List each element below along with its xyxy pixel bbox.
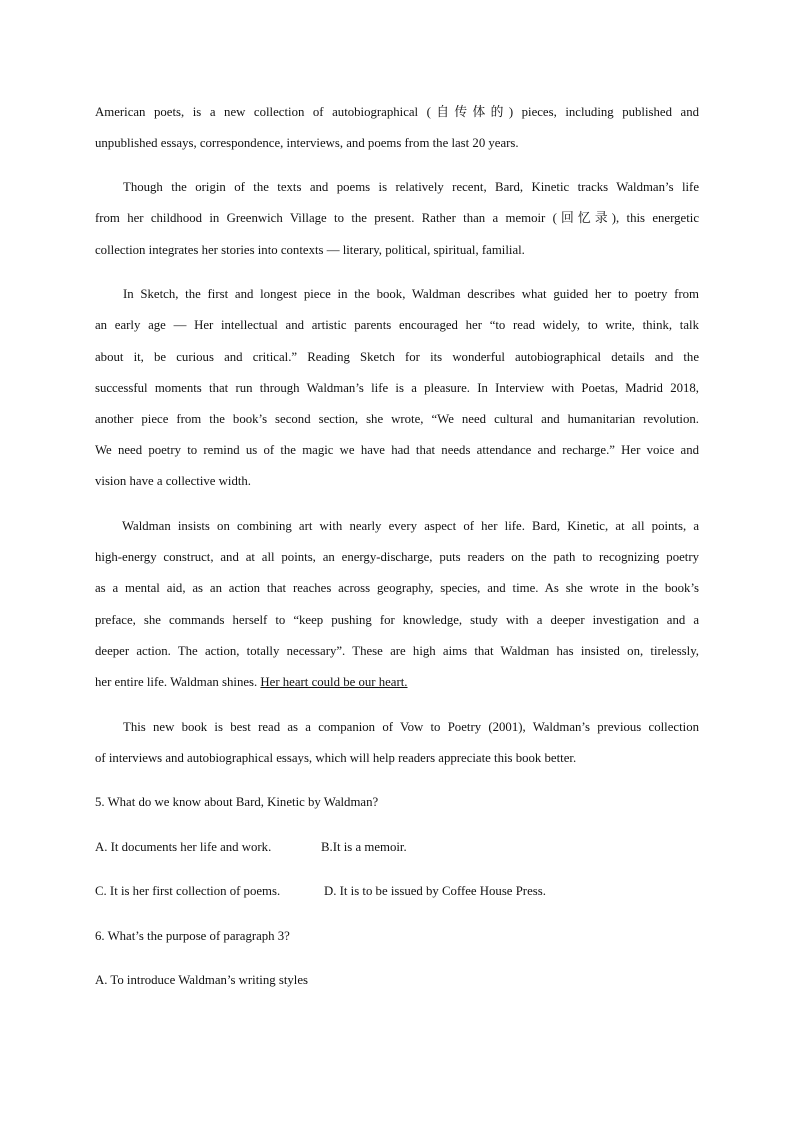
paragraph-line: collection integrates her stories into contexts — literary, political, spiritual, familial. (95, 243, 525, 257)
paragraph-line: another piece from the book’s second section, she wrote, “We need cultural and humanitarian revolution. (95, 412, 699, 426)
question-stem: 5. What do we know about Bard, Kinetic by Waldman? (95, 795, 379, 809)
paragraph-line: high-energy construct, and at all points, an energy-discharge, puts readers on the path to recognizing poetry (95, 550, 699, 564)
paragraph-line: an early age — Her intellectual and artistic parents encouraged her “to read widely, to write, think, talk (95, 318, 699, 332)
paragraph-line: We need poetry to remind us of the magic we have had that needs attendance and recharge.” Her voice and (95, 443, 699, 457)
paragraph-line: American poets, is a new collection of autobiographical (自传体的) pieces, including published and (95, 105, 699, 119)
underlined-sentence: Her heart could be our heart. (260, 675, 408, 689)
paragraph-line: Waldman insists on combining art with nearly every aspect of her life. Bard, Kinetic, at all points, a (122, 519, 699, 533)
paragraph-line-last (95, 675, 699, 690)
option-c: C. It is her first collection of poems. (95, 884, 281, 898)
paragraph-line: about it, be curious and critical.” Reading Sketch for its wonderful autobiographical details and the (95, 350, 699, 364)
option-a: A. To introduce Waldman’s writing styles (95, 973, 308, 987)
paragraph-line: unpublished essays, correspondence, interviews, and poems from the last 20 years. (95, 136, 519, 150)
paragraph-line: of interviews and autobiographical essays, which will help readers appreciate this book better. (95, 751, 577, 765)
paragraph-line: Though the origin of the texts and poems is relatively recent, Bard, Kinetic tracks Waldman’s life (123, 180, 699, 194)
option-d: D. It is to be issued by Coffee House Press. (324, 884, 546, 898)
paragraph-line: preface, she commands herself to “keep pushing for knowledge, study with a deeper investigation and a (95, 613, 699, 627)
paragraph-line: from her childhood in Greenwich Village to the present. Rather than a memoir (回忆录), this energetic (95, 211, 699, 225)
paragraph-line: as a mental aid, as an action that reaches across geography, species, and time. As she wrote in the book’s (95, 581, 699, 595)
paragraph-line: successful moments that run through Waldman’s life is a pleasure. In Interview with Poetas, Madrid 2018, (95, 381, 699, 395)
question-stem: 6. What’s the purpose of paragraph 3? (95, 929, 290, 943)
paragraph-text: her entire life. Waldman shines. (95, 675, 261, 689)
paragraph-line: vision have a collective width. (95, 474, 252, 488)
option-b: B.It is a memoir. (321, 840, 407, 854)
option-a: A. It documents her life and work. (95, 840, 272, 854)
paragraph-line: In Sketch, the first and longest piece in the book, Waldman describes what guided her to poetry from (123, 287, 699, 301)
paragraph-line: This new book is best read as a companion of Vow to Poetry (2001), Waldman’s previous collection (123, 720, 699, 734)
paragraph-line: deeper action. The action, totally necessary”. These are high aims that Waldman has insisted on, tirelessly, (95, 644, 699, 658)
